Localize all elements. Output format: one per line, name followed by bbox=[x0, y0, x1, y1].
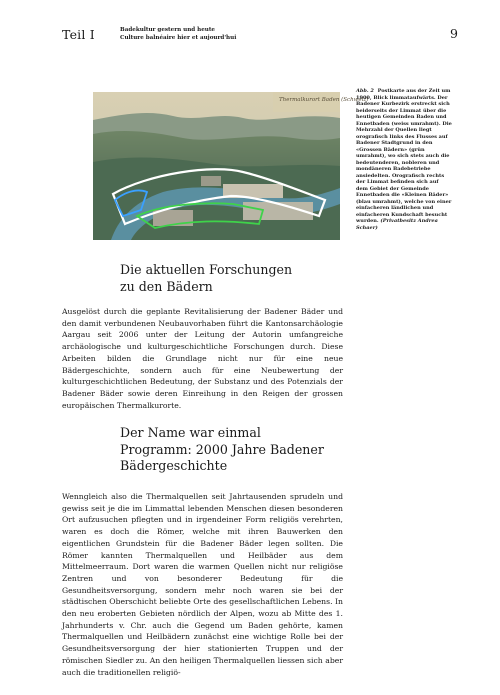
running-header bbox=[120, 27, 236, 42]
figure-caption-text: Postkarte aus der Zeit um 1900, Blick limmataufwärts. Der Badener Kurbezirk erstreckt sich beiderseits der Limmat über die heutigen Gemeinden Baden und Ennetbaden (weiss umrahmt). Die Mehrzahl der Quellen liegt orografisch links des Flusses auf Badener Stadtgrund in den «Grossen Bädern» (grün umrahmt), wo sich stets auch die bedeutenderen, nobleren und mondäneren Badebetriebe ansiedelten. Orografisch rechts der Limmat befinden sich auf dem Gebiet der Gemeinde Ennetbaden die «Kleinen Bäder» (blau umrahmt), welche von einer einfacheren ländlichen und einfacheren Kundschaft besucht wurden. bbox=[356, 88, 452, 224]
section-heading-name-program bbox=[120, 425, 324, 475]
heading-line: Der Name war einmal bbox=[120, 425, 261, 440]
running-header-german: Badekultur gestern und heute bbox=[120, 27, 215, 33]
postcard-image bbox=[93, 92, 369, 240]
figure-caption bbox=[356, 88, 452, 231]
page-number: 9 bbox=[450, 26, 458, 41]
body-paragraph: Wenngleich also die Thermalquellen seit Jahrtausenden sprudeln und gewiss seit je die im Limmattal lebenden Menschen diesen besonderen Ort aufzusuchen pflegten und in irgendeiner Form religiös verehrten, waren es doch die Römer, welche mit ihren Bauwerken den eigentlichen Grundstein für die Badener Bäder legen sollten. Die Römer kannten Thermalquellen und Heilbäder aus dem Mittelmeerraum. Dort waren die warmen Quellen nicht nur religiöse Zentren und von besonderer Bedeutung für die Gesundheitsversorgung, sondern mehr noch waren sie bei der städtischen Oberschicht beliebte Orte des gesellschaftlichen Lebens. In den neu eroberten Gebieten nördlich der Alpen, wozu ab Mitte des 1. Jahrhunderts v. Chr. auch die Gegend um Baden gehörte, kamen Thermalquellen und Heilbädern zunächst eine wichtige Rolle bei der Gesundheitsversorgung der hier stationierten Truppen und der römischen Siedler zu. An den heiligen Thermalquellen liessen sich aber auch die traditionellen religiö- bbox=[62, 492, 343, 677]
figure-credit: (Privatbesitz Andrea Schaer) bbox=[356, 218, 438, 231]
body-paragraph: Ausgelöst durch die geplante Revitalisierung der Badener Bäder und den damit verbundenen Neubauvorhaben führt die Kantonsarchäologie Aargau seit 2006 unter der Leitung der Autorin umfangreiche archäologische und kulturgeschichtliche Forschungen durch. Diese Arbeiten bilden die Grundlage nicht nur für eine neue Bädergeschichte, sondern auch für eine Neubewertung der kulturgeschichtlichen Bedeutung, der Substanz und des Potenzials der Badener Bäder sowie deren Einreihung in den Reigen der grossen europäischen Thermalkurorte. bbox=[62, 307, 343, 410]
section-heading-current-research bbox=[120, 262, 292, 295]
figure-number: Abb. 2 bbox=[356, 88, 374, 94]
heading-line: Bädergeschichte bbox=[120, 458, 228, 473]
heading-line: zu den Bädern bbox=[120, 278, 213, 294]
postcard-illustration bbox=[93, 92, 369, 240]
running-header-french: Culture balnéaire hier et aujourd'hui bbox=[120, 34, 237, 41]
heading-line: Programm: 2000 Jahre Badener bbox=[120, 441, 324, 457]
part-label: Teil I bbox=[62, 27, 95, 42]
postcard-inscription: Thermalkurort Baden (Schweiz) bbox=[279, 97, 369, 103]
heading-line: Die aktuellen Forschungen bbox=[120, 262, 293, 277]
